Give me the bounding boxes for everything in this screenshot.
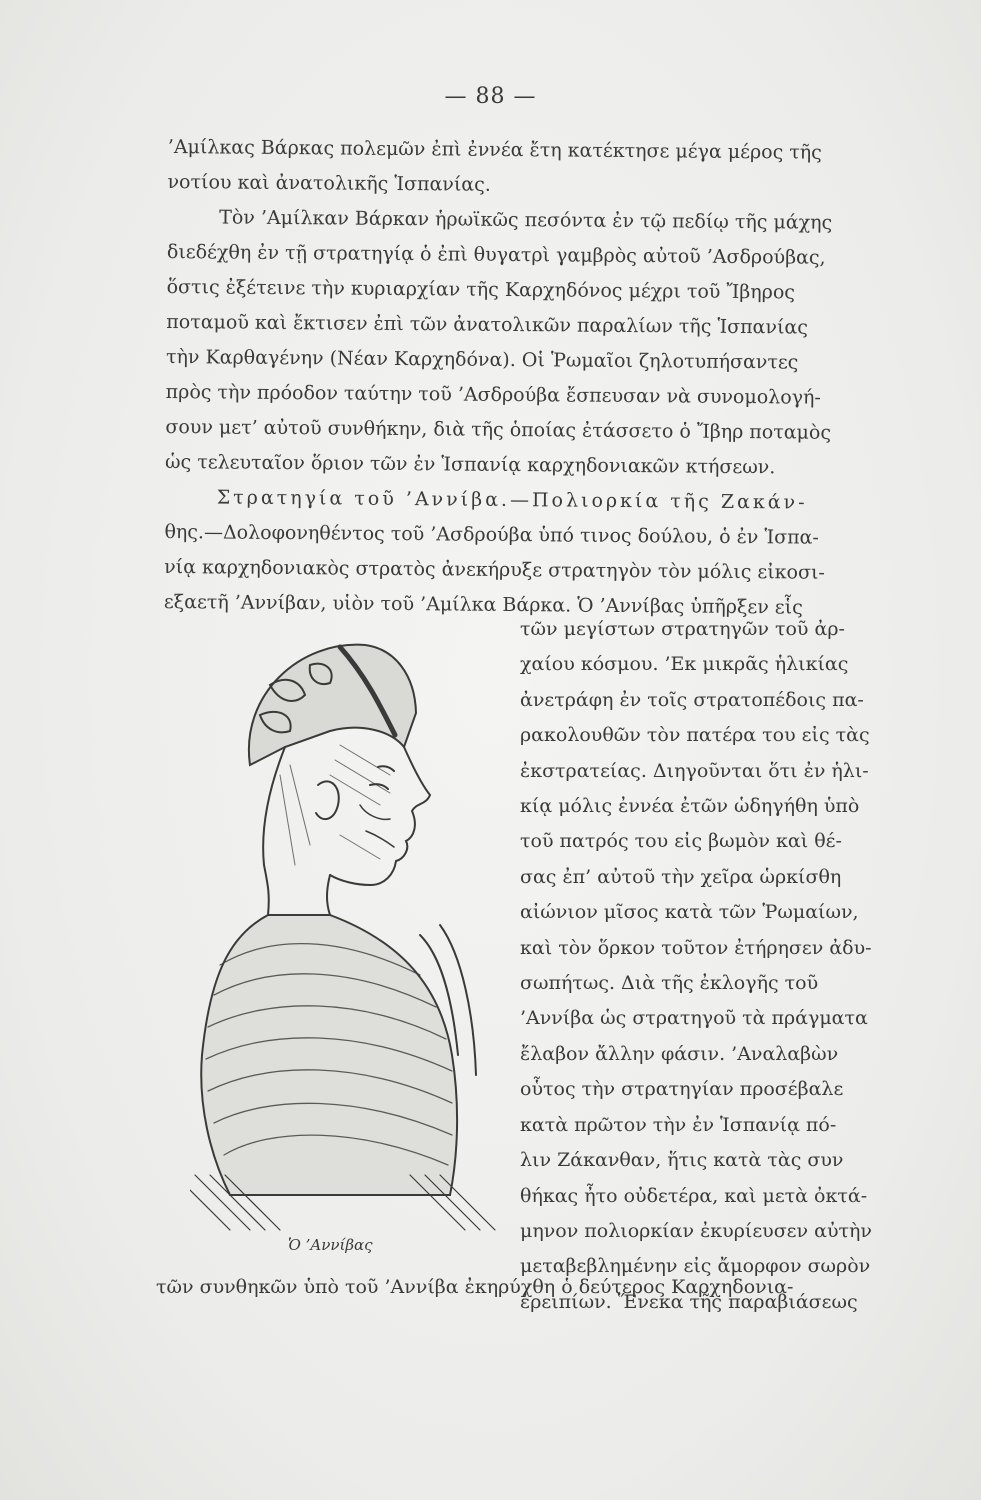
- text-line: νοτίου καὶ ἀνατολικῆς Ἱσπανίας.: [167, 170, 491, 196]
- text-line: θης.—Δολοφονηθέντος τοῦ ’Ασδρούβα ὑπό τινος δούλου, ὁ ἐν Ἱσπα-: [164, 520, 819, 549]
- text-line: ρακολουθῶν τὸν πατέρα του εἰς τὰς: [520, 724, 870, 747]
- text-line: διεδέχθη ἐν τῇ στρατηγίᾳ ὁ ἐπὶ θυγατρὶ γαμβρὸς αὐτοῦ ’Ασδρούβας,: [166, 240, 826, 269]
- text-line: ἐρειπίων. Ἕνεκα τῆς παραβιάσεως: [520, 1290, 858, 1313]
- portrait-caption: Ὁ ’Αννίβας: [288, 1236, 373, 1254]
- text-line: οὗτος τὴν στρατηγίαν προσέβαλε: [520, 1078, 844, 1101]
- text-line: ἀνετράφη ἐν τοῖς στρατοπέδοις πα-: [520, 688, 864, 711]
- text-line: ὡς τελευταῖον ὅριον τῶν ἐν Ἱσπανίᾳ καρχηδονιακῶν κτήσεων.: [165, 450, 776, 479]
- text-line: θήκας ἦτο οὐδετέρα, καὶ μετὰ ὀκτά-: [520, 1184, 868, 1207]
- text-line: σουν μετ’ αὐτοῦ συνθήκην, διὰ τῆς ὁποίας ἐτάσσετο ὁ Ἴβηρ ποταμὸς: [165, 415, 832, 444]
- text-line: ὅστις ἐξέτεινε τὴν κυριαρχίαν τῆς Καρχηδόνος μέχρι τοῦ Ἴβηρος: [166, 275, 796, 304]
- text-line: κατὰ πρῶτον τὴν ἐν Ἱσπανίᾳ πό-: [520, 1113, 837, 1136]
- text-line: νίᾳ καρχηδονιακὸς στρατὸς ἀνεκήρυξε στρατηγὸν τὸν μόλις εἰκοσι-: [164, 555, 825, 584]
- text-line: ’Αμίλκας Βάρκας πολεμῶν ἐπὶ ἐννέα ἔτη κατέκτησε μέγα μέρος τῆς: [167, 135, 822, 164]
- text-line: αἰώνιον μῖσος κατὰ τῶν Ῥωμαίων,: [520, 901, 859, 924]
- section-heading: Στρατηγία τοῦ ’Αννίβα.—Πολιορκία τῆς Ζακάν-: [216, 486, 808, 514]
- text-line: πρὸς τὴν πρόοδον ταύτην τοῦ ’Ασδρούβα ἔσπευσαν νὰ συνομολογή-: [165, 380, 821, 409]
- text-line: λιν Ζάκανθαν, ἥτις κατὰ τὰς συν: [520, 1149, 844, 1172]
- text-line: τῶν συνθηκῶν ὑπὸ τοῦ ’Αννίβα ἐκηρύχθη ὁ δεύτερος Καρχηδονια-: [156, 1276, 794, 1298]
- text-line: σας ἐπ’ αὐτοῦ τὴν χεῖρα ὡρκίσθη: [520, 865, 842, 888]
- text-line: χαίου κόσμου. ’Εκ μικρᾶς ἡλικίας: [520, 653, 849, 676]
- side-text-block: [520, 612, 912, 1320]
- page-number: — 88 —: [444, 84, 537, 109]
- text-line: μηνον πολιορκίαν ἐκυρίευσεν αὐτὴν: [520, 1219, 872, 1242]
- text-line: μεταβεβλημένην εἰς ἄμορφον σωρὸν: [520, 1255, 871, 1278]
- text-line: ποταμοῦ καὶ ἔκτισεν ἐπὶ τῶν ἀνατολικῶν παραλίων τῆς Ἱσπανίας: [166, 310, 809, 339]
- text-line: Τὸν ’Αμίλκαν Βάρκαν ἡρωϊκῶς πεσόντα ἐν τῷ πεδίῳ τῆς μάχης: [219, 206, 833, 234]
- text-line: τοῦ πατρός του εἰς βωμὸν καὶ θέ-: [520, 830, 842, 853]
- text-line: καὶ τὸν ὅρκον τοῦτον ἐτήρησεν ἀδυ-: [520, 936, 872, 959]
- text-line: εξαετῆ ’Αννίβαν, υἱὸν τοῦ ’Αμίλκα Βάρκα. Ὁ ’Αννίβας ὑπῆρξεν εἷς: [163, 590, 803, 619]
- text-line: ’Αννίβα ὡς στρατηγοῦ τὰ πράγματα: [520, 1007, 868, 1030]
- main-text-block: [164, 130, 920, 627]
- text-line: τὴν Καρθαγένην (Νέαν Καρχηδόνα). Οἱ Ῥωμαῖοι ζηλοτυπήσαντες: [165, 345, 799, 374]
- text-line: σωπήτως. Διὰ τῆς ἐκλογῆς τοῦ: [520, 972, 819, 995]
- text-line: κίᾳ μόλις ἐννέα ἐτῶν ὡδηγήθη ὑπὸ: [520, 795, 860, 818]
- text-line: τῶν μεγίστων στρατηγῶν τοῦ ἀρ-: [520, 618, 845, 640]
- text-line: ἐκστρατείας. Διηγοῦνται ὅτι ἐν ἡλι-: [520, 759, 869, 782]
- text-line: ἔλαβον ἄλλην φάσιν. ’Αναλαβὼν: [520, 1042, 839, 1065]
- hannibal-portrait-engraving: [190, 635, 500, 1235]
